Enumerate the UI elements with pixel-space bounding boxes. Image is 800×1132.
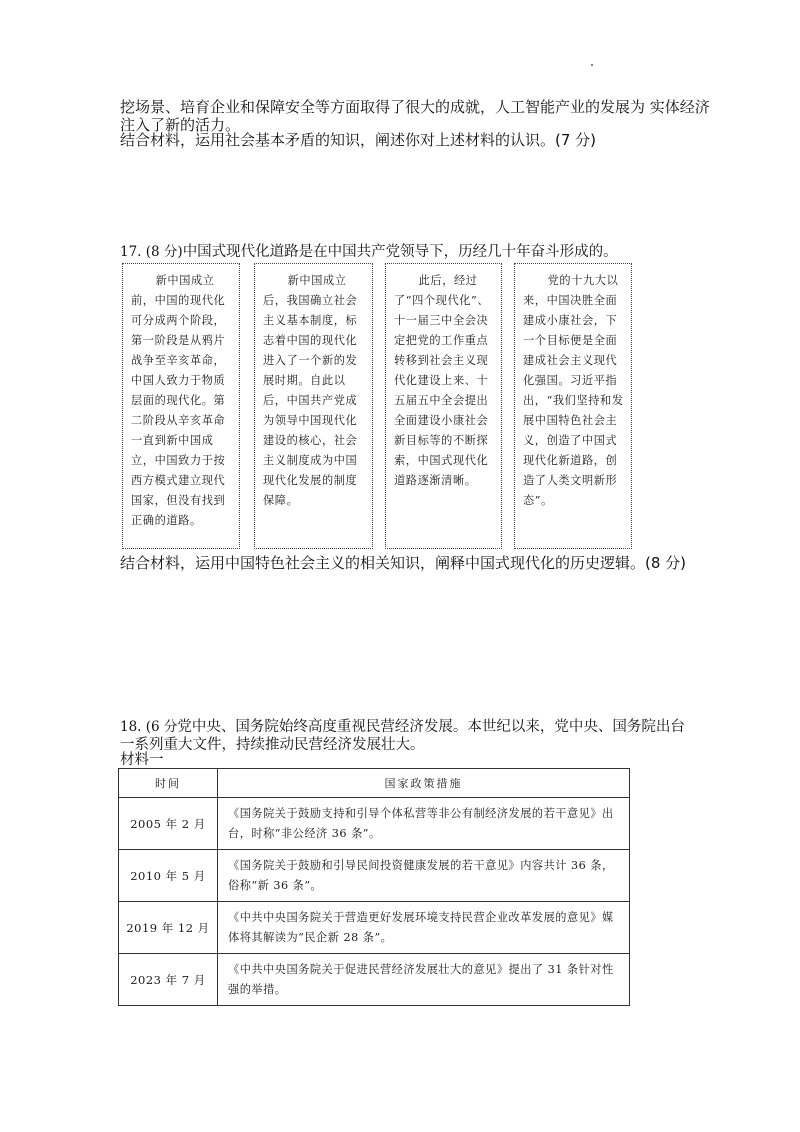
policy-description: 《中共中央国务院关于营造更好发展环境支持民营企业改革发展的意见》媒体将其解读为“民企新 28 条”。 — [218, 902, 630, 954]
policy-table-header-policy: 国家政策措施 — [218, 769, 630, 798]
q17-material-text-1: 新中国成立前，中国的现代化可分成两个阶段，第一阶段是从鸦片战争至辛亥革命，中国人致力于物质层面的现代化。第二阶段从辛亥革命一直到新中国成立，中国致力于按西方模式建立现代国家，但没有找到正确的道路。 — [131, 274, 226, 527]
q18-intro-line2: 一系列重大文件，持续推动民营经济发展壮大。 — [120, 737, 425, 753]
policy-table — [118, 768, 630, 1006]
q17-material-text-3: 此后，经过了“四个现代化”、十一届三中全会决定把党的工作重点转移到社会主义现代化建设上来、十五届五中全会提出全面建设小康社会新目标等的不断探索，中国式现代化道路逐渐清晰。 — [394, 274, 490, 487]
policy-time: 2005 年 2 月 — [119, 798, 218, 850]
q18-material-label: 材料一 — [120, 752, 164, 768]
q17-material-box-3 — [385, 263, 502, 549]
scan-speck — [591, 64, 593, 66]
table-row — [119, 798, 630, 850]
policy-description: 《国务院关于鼓励支持和引导个体私营等非公有制经济发展的若干意见》出台，时称“非公经济 36 条”。 — [218, 798, 630, 850]
table-row — [119, 850, 630, 902]
table-row — [119, 902, 630, 954]
q18-intro-line1 — [120, 718, 685, 736]
q17-intro — [120, 243, 618, 261]
q16-task: 结合材料，运用社会基本矛盾的知识，阐述你对上述材料的认识。(7 分) — [120, 131, 597, 149]
q18-intro-text-1: 党中央、国务院始终高度重视民营经济发展。本世纪以来，党中央、国务院出台 — [177, 719, 685, 735]
q18-number: 18. (6 分 — [120, 719, 178, 735]
q17-material-box-4 — [514, 263, 632, 549]
policy-table-header-time: 时间 — [119, 769, 218, 798]
q16-text-line1: 挖场景、培育企业和保障安全等方面取得了很大的成就，人工智能产业的发展为 实体经济 — [120, 98, 710, 116]
q17-number: 17. (8 分) — [120, 244, 183, 260]
q17-material-box-1 — [122, 263, 240, 549]
q16-text-line2: 注入了新的活力。 — [120, 116, 241, 134]
policy-time: 2023 年 7 月 — [119, 954, 218, 1006]
policy-description: 《国务院关于鼓励和引导民间投资健康发展的若干意见》内容共计 36 条，俗称“新 36 条”。 — [218, 850, 630, 902]
q17-material-box-2 — [254, 263, 373, 549]
q17-material-text-2: 新中国成立后，我国确立社会主义基本制度，标志着中国的现代化进入了一个新的发展时期。自此以后，中国共产党成为领导中国现代化建设的核心，社会主义制度成为中国现代化发展的制度保障。 — [263, 274, 358, 507]
policy-description: 《中共中央国务院关于促进民营经济发展壮大的意见》提出了 31 条针对性强的举措。 — [218, 954, 630, 1006]
q17-intro-text: 中国式现代化道路是在中国共产党领导下，历经几十年奋斗形成的。 — [182, 244, 618, 260]
q17-material-text-4: 党的十九大以来，中国决胜全面建成小康社会，下一个目标便是全面建成社会主义现代化强国。习近平指出，“我们坚持和发展中国特色社会主义，创造了中国式现代化新道路，创造了人类文明新形态”。 — [523, 274, 624, 507]
policy-table-header-row — [119, 769, 630, 798]
policy-time: 2019 年 12 月 — [119, 902, 218, 954]
policy-time: 2010 年 5 月 — [119, 850, 218, 902]
table-row — [119, 954, 630, 1006]
q17-task: 结合材料，运用中国特色社会主义的相关知识，阐释中国式现代化的历史逻辑。(8 分) — [120, 554, 687, 572]
